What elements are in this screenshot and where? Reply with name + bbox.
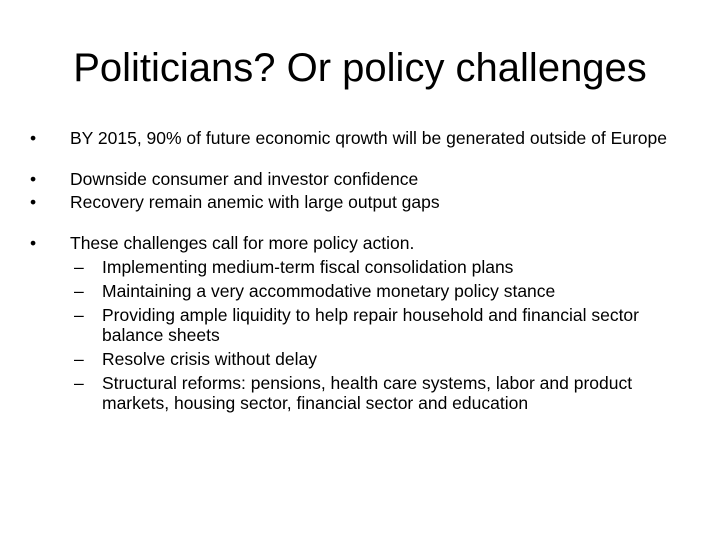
slide-body	[30, 128, 680, 413]
bullet-text: BY 2015, 90% of future economic qrowth will be generated outside of Europe	[70, 128, 667, 148]
bullet-item	[30, 192, 680, 212]
slide-title: Politicians? Or policy challenges	[73, 46, 647, 90]
dash-marker: –	[74, 373, 84, 393]
bullet-marker: •	[30, 233, 37, 253]
sub-bullet-text: Maintaining a very accommodative monetary policy stance	[102, 281, 556, 301]
sub-bullet-item	[30, 281, 680, 301]
bullet-item	[30, 128, 680, 148]
sub-bullet-text: Resolve crisis without delay	[102, 349, 317, 369]
sub-bullet-text: Implementing medium-term fiscal consolidation plans	[102, 257, 514, 277]
dash-marker: –	[74, 257, 84, 277]
sub-bullet-item	[30, 257, 680, 277]
bullet-marker: •	[30, 192, 37, 212]
bullet-text: Recovery remain anemic with large output gaps	[70, 192, 440, 212]
bullet-item	[30, 169, 680, 189]
sub-bullet-text: Providing ample liquidity to help repair household and financial sector balance sheets	[102, 305, 639, 345]
dash-marker: –	[74, 305, 84, 325]
bullet-text: Downside consumer and investor confidence	[70, 169, 419, 189]
sub-bullet-item	[30, 349, 680, 369]
bullet-marker: •	[30, 128, 37, 148]
dash-marker: –	[74, 349, 84, 369]
bullet-text: These challenges call for more policy action.	[70, 233, 415, 253]
sub-bullet-item	[30, 373, 680, 413]
dash-marker: –	[74, 281, 84, 301]
sub-bullet-item	[30, 305, 680, 345]
bullet-marker: •	[30, 169, 37, 189]
sub-bullet-text: Structural reforms: pensions, health care systems, labor and product markets, housing sector, financial sector and education	[102, 373, 633, 413]
bullet-item	[30, 233, 680, 253]
